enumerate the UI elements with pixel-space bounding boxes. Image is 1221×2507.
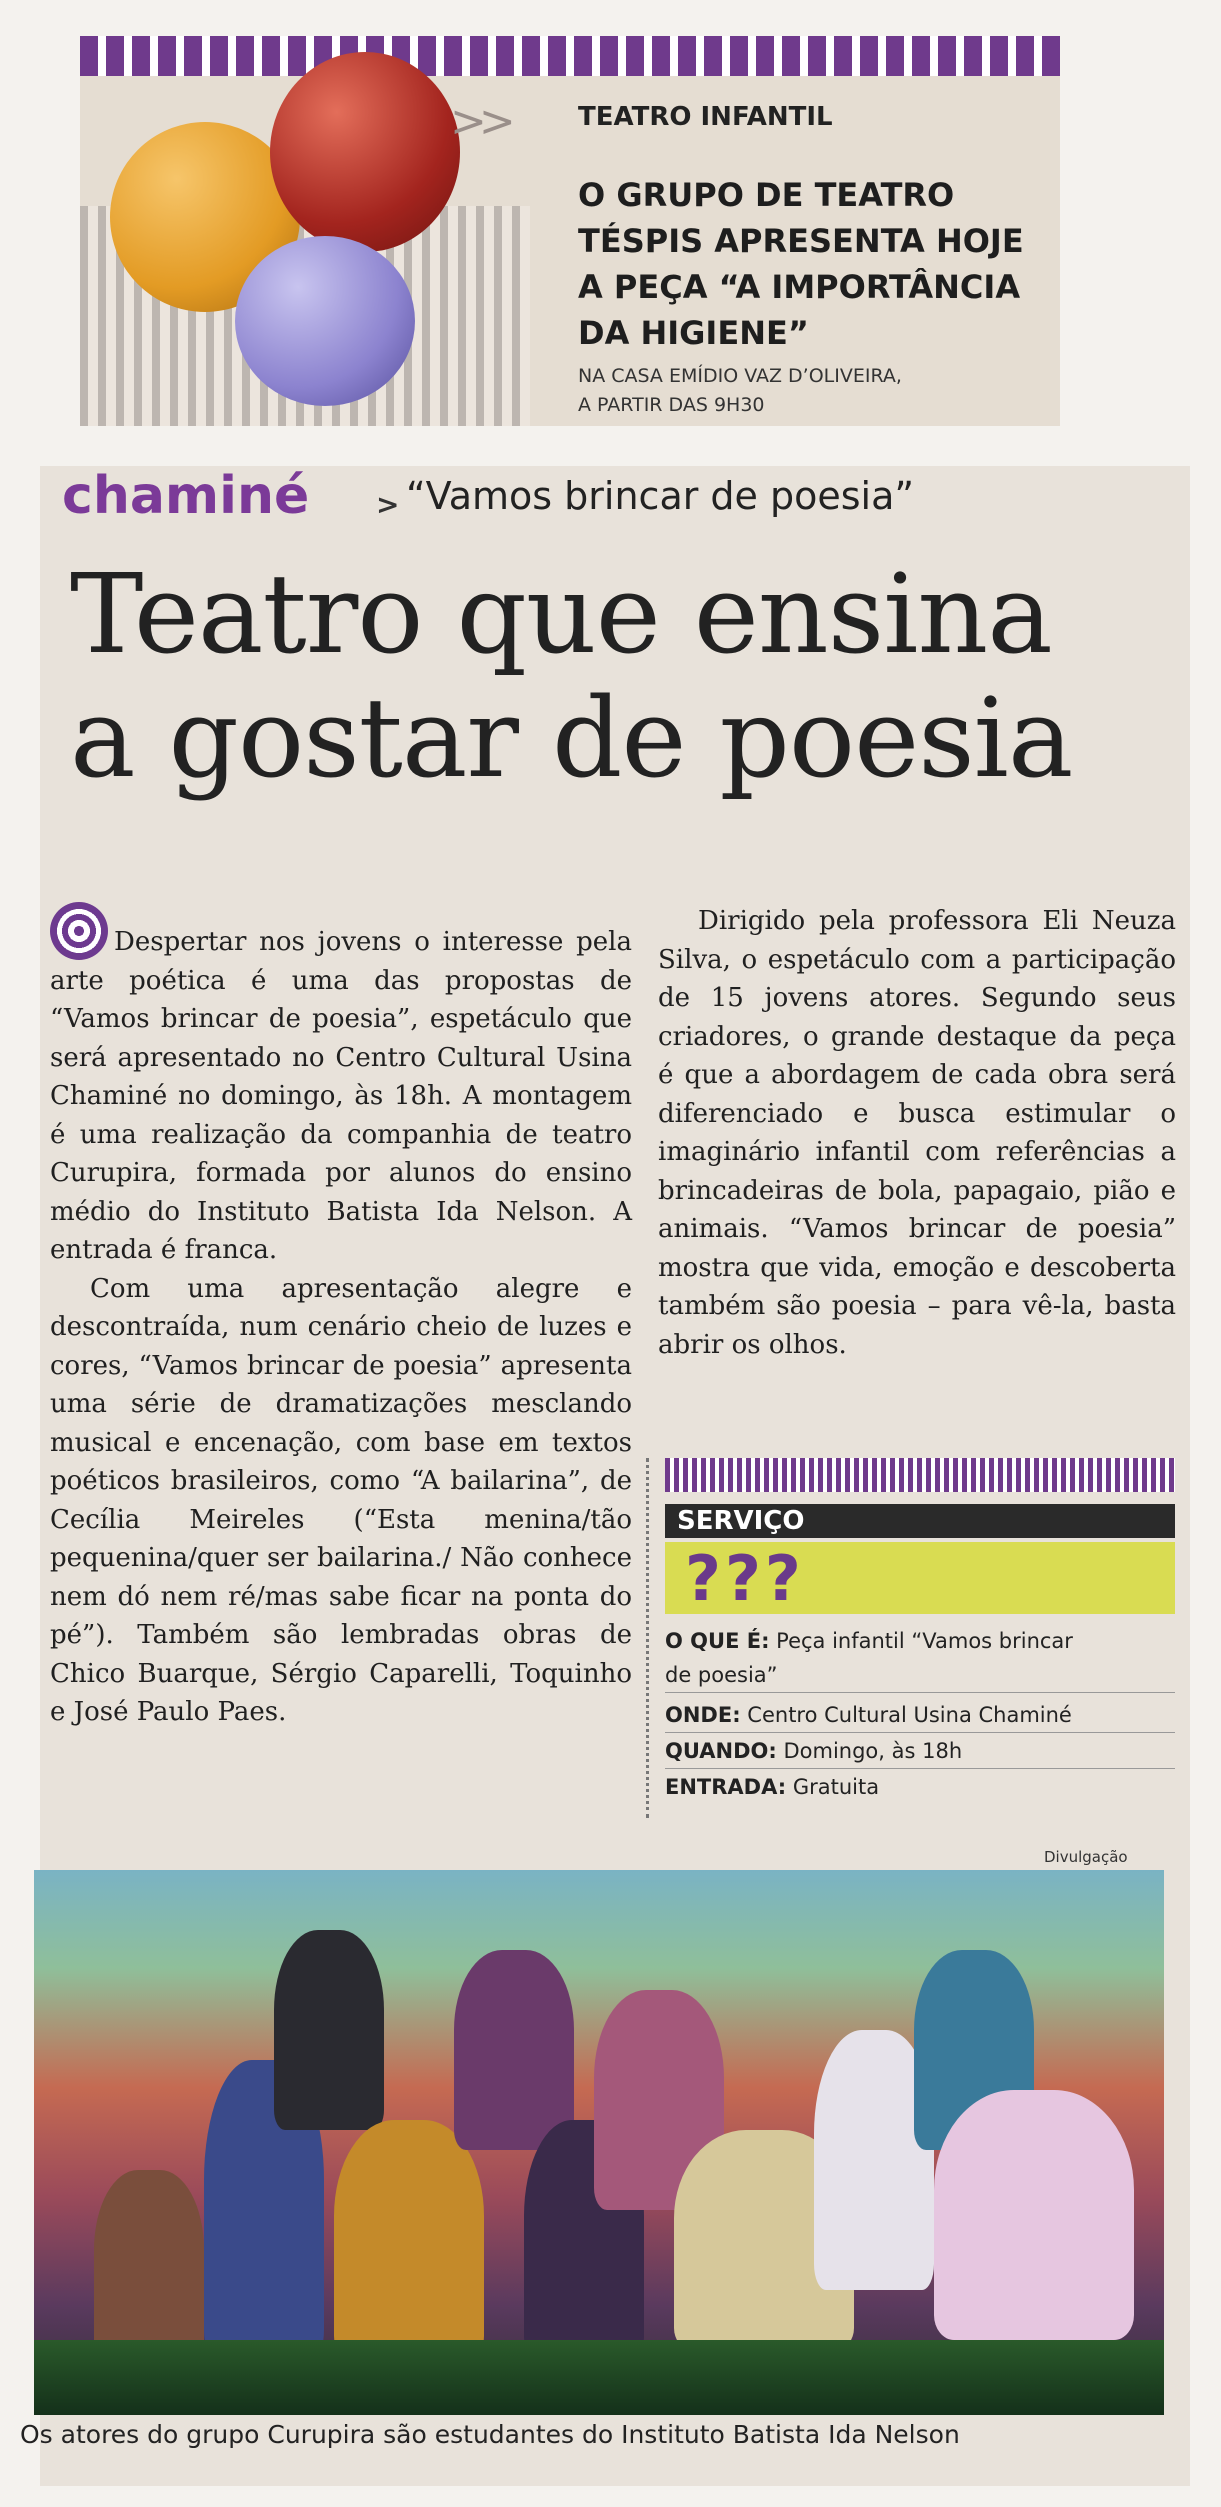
stripe-bar: [80, 36, 1060, 76]
group-photo: [34, 1870, 1164, 2415]
paragraph: Dirigido pela professora Eli Neuza Silva, o espetáculo com a participação de 15 jovens atores. Segundo seus criadores, o grande destaque da peça é que a abordagem de cada obra será diferenciado e busca estimular o imaginário infantil com referências a brincadeiras de bola, papagaio, pião e animais. “Vamos brincar de poesia” mostra que vida, emoção e descoberta também são poesia – para vê-la, basta abrir os olhos.: [658, 906, 1176, 1360]
teatro-infantil-box: [80, 36, 1060, 426]
photo-stage-floor: [34, 2340, 1164, 2415]
servico-highlight: [665, 1542, 1175, 1614]
headline: [70, 552, 1170, 800]
photo-caption: Os atores do grupo Curupira são estudantes do Instituto Batista Ida Nelson: [20, 2420, 960, 2449]
actor-figure: [934, 2090, 1134, 2340]
teatro-infantil-label: TEATRO INFANTIL: [578, 102, 833, 132]
actor-figure: [274, 1930, 384, 2130]
teatro-headline: O GRUPO DE TEATRO TÉSPIS APRESENTA HOJE A PEÇA “A IMPORTÂNCIA DA HIGIENE”: [578, 176, 1024, 352]
paragraph-text: Despertar nos jovens o interesse pela arte poética é uma das propostas de “Vamos brincar de poesia”, espetáculo que será apresentado no Centro Cultural Usina Chaminé no domingo, às 18h. A montagem é uma realização da companhia de teatro Curupira, formada por alunos do ensino médio do Instituto Batista Ida Nelson. A entrada é franca.: [50, 927, 632, 1265]
servico-title: SERVIÇO: [677, 1506, 805, 1536]
servico-onde: ONDE: Centro Cultural Usina Chaminé: [665, 1698, 1175, 1733]
paragraph: Com uma apresentação alegre e descontraída, num cenário cheio de luzes e cores, “Vamos brincar de poesia” apresenta uma série de dramatizações mesclando musical e encenação, com base em textos poéticos brasileiros, como “A bailarina”, de Cecília Meireles (“Esta menina/tão pequenina/quer ser bailarina./ Não conhece nem dó nem ré/mas sabe ficar na ponta do pé”). Também são lembradas obras de Chico Buarque, Sérgio Caparelli, Toquinho e José Paulo Paes.: [50, 1273, 632, 1727]
teatro-place: [578, 362, 1048, 420]
section-tag: chaminé: [62, 466, 310, 526]
servico-quando: QUANDO: Domingo, às 18h: [665, 1734, 1175, 1769]
question-marks: ???: [685, 1542, 805, 1615]
actor-figure: [454, 1950, 574, 2150]
headline-line-1: Teatro que ensina: [70, 550, 1052, 678]
servico-entrada: ENTRADA: Gratuita: [665, 1775, 880, 1799]
servico-o-que: O QUE É: Peça infantil “Vamos brincar de poesia”: [665, 1624, 1175, 1693]
paragraph: [50, 902, 632, 1270]
servico-box: [646, 1458, 1189, 1818]
photo-credit: Divulgação: [1044, 1848, 1128, 1866]
right-column: [658, 902, 1176, 1364]
target-icon: [50, 902, 108, 960]
double-arrow-icon: >>: [450, 96, 508, 147]
place-line-2: A PARTIR DAS 9H30: [578, 394, 765, 416]
place-line-1: NA CASA EMÍDIO VAZ D’OLIVEIRA,: [578, 365, 902, 387]
blue-balloon-icon: [235, 236, 415, 406]
actor-figure: [334, 2120, 484, 2360]
stripe-bar: [665, 1458, 1175, 1492]
red-balloon-icon: [270, 52, 460, 252]
left-column: [50, 902, 632, 1732]
section-arrow-icon: >: [376, 488, 400, 521]
servico-title-bar: [665, 1504, 1175, 1538]
kicker: “Vamos brincar de poesia”: [406, 474, 915, 518]
headline-line-2: a gostar de poesia: [70, 674, 1073, 802]
